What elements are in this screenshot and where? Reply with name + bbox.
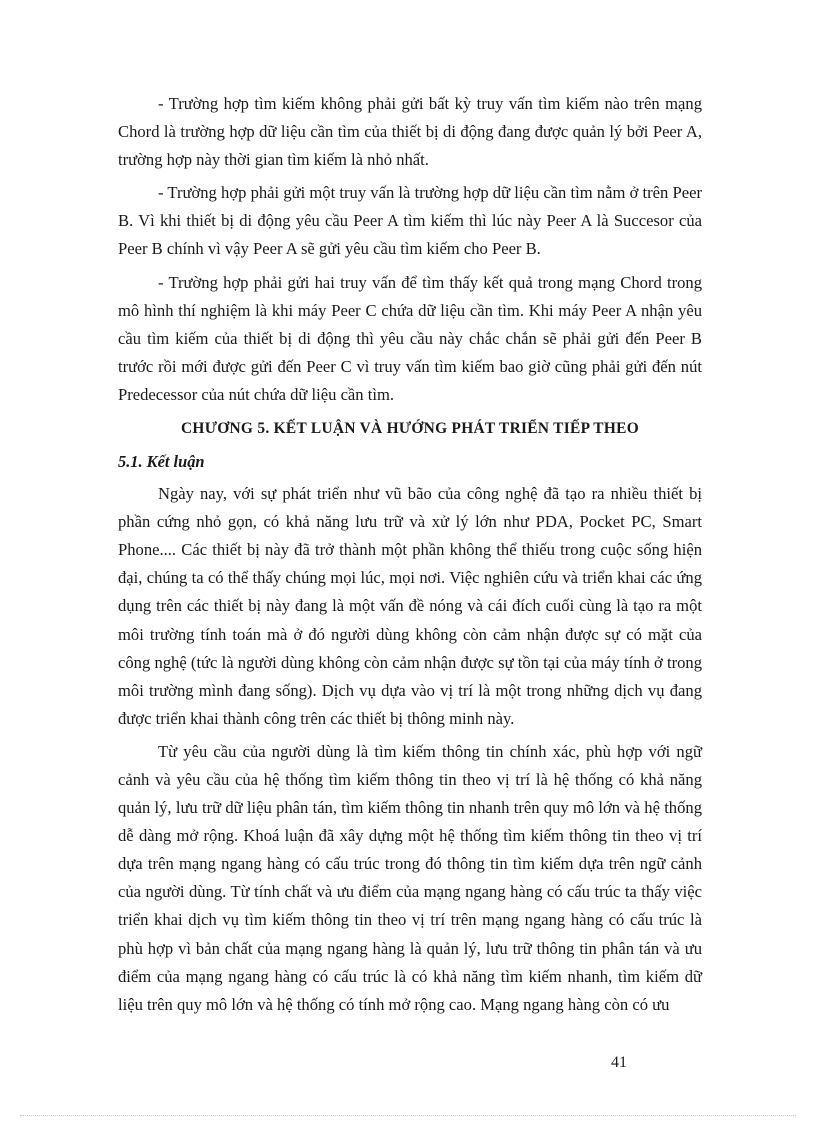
body-paragraph: - Trường hợp phải gửi một truy vấn là trường hợp dữ liệu cần tìm nằm ở trên Peer B. Vì khi thiết bị di động yêu cầu Peer A tìm kiếm thì lúc này Peer A là Succesor của Peer B chính vì vậy Peer A sẽ gửi yêu cầu tìm kiếm cho Peer B.	[118, 183, 702, 259]
page-number: 41	[611, 1054, 627, 1071]
body-paragraph: - Trường hợp phải gửi hai truy vấn để tìm thấy kết quả trong mạng Chord trong mô hình thí nghiệm là khi máy Peer C chứa dữ liệu cần tìm. Khi máy Peer A nhận yêu cầu tìm kiếm của thiết bị di động thì yêu cầu này chắc chắn sẽ phải gửi đến Peer B trước rồi mới được gửi đến Peer C vì truy vấn tìm kiếm bao giờ cũng phải gửi đến nút Predecessor của nút chứa dữ liệu cần tìm.	[118, 272, 702, 404]
section-heading: 5.1. Kết luận	[118, 452, 205, 472]
page-bottom-divider	[20, 1115, 796, 1116]
chapter-title: CHƯƠNG 5. KẾT LUẬN VÀ HƯỚNG PHÁT TRIỂN TIẾP THEO	[181, 420, 639, 438]
body-paragraph: Ngày nay, với sự phát triển như vũ bão của công nghệ đã tạo ra nhiều thiết bị phần cứng nhỏ gọn, có khả năng lưu trữ và xử lý lớn như PDA, Pocket PC, Smart Phone.... Các thiết bị này đã trở thành một phần không thể thiếu trong cuộc sống hiện đại, chúng ta có thể thấy chúng mọi lúc, mọi nơi. Việc nghiên cứu và triển khai các ứng dụng trên các thiết bị này đang là một vấn đề nóng và cái đích cuối cùng là tạo ra một môi trường tính toán mà ở đó người dùng không còn cảm nhận được sự có mặt của công nghệ (tức là người dùng không còn cảm nhận được sự tồn tại của máy tính ở trong môi trường mình đang sống). Dịch vụ dựa vào vị trí là một trong những dịch vụ đang được triển khai thành công trên các thiết bị thông minh này.	[118, 484, 702, 728]
body-paragraph: - Trường hợp tìm kiếm không phải gửi bất kỳ truy vấn tìm kiếm nào trên mạng Chord là trường hợp dữ liệu cần tìm của thiết bị di động đang được quản lý bởi Peer A, trường hợp này thời gian tìm kiếm là nhỏ nhất.	[118, 94, 702, 170]
page-content	[118, 90, 702, 1024]
body-paragraph: Từ yêu cầu của người dùng là tìm kiếm thông tin chính xác, phù hợp với ngữ cảnh và yêu cầu của hệ thống tìm kiếm thông tin theo vị trí là hệ thống có khả năng quản lý, lưu trữ dữ liệu phân tán, tìm kiếm thông tin nhanh trên quy mô lớn và hệ thống dễ dàng mở rộng. Khoá luận đã xây dựng một hệ thống tìm kiếm thông tin theo vị trí dựa trên mạng ngang hàng có cấu trúc trong đó thông tin tìm kiếm dựa trên ngữ cảnh của người dùng. Từ tính chất và ưu điểm của mạng ngang hàng có cấu trúc ta thấy việc triển khai dịch vụ tìm kiếm thông tin theo vị trí trên mạng ngang hàng có cấu trúc là phù hợp vì bản chất của mạng ngang hàng là quản lý, lưu trữ thông tin phân tán và ưu điểm của mạng ngang hàng có cấu trúc là có khả năng tìm kiếm nhanh, tìm kiếm dữ liệu trên quy mô lớn và hệ thống có tính mở rộng cao. Mạng ngang hàng còn có ưu	[118, 741, 702, 1014]
